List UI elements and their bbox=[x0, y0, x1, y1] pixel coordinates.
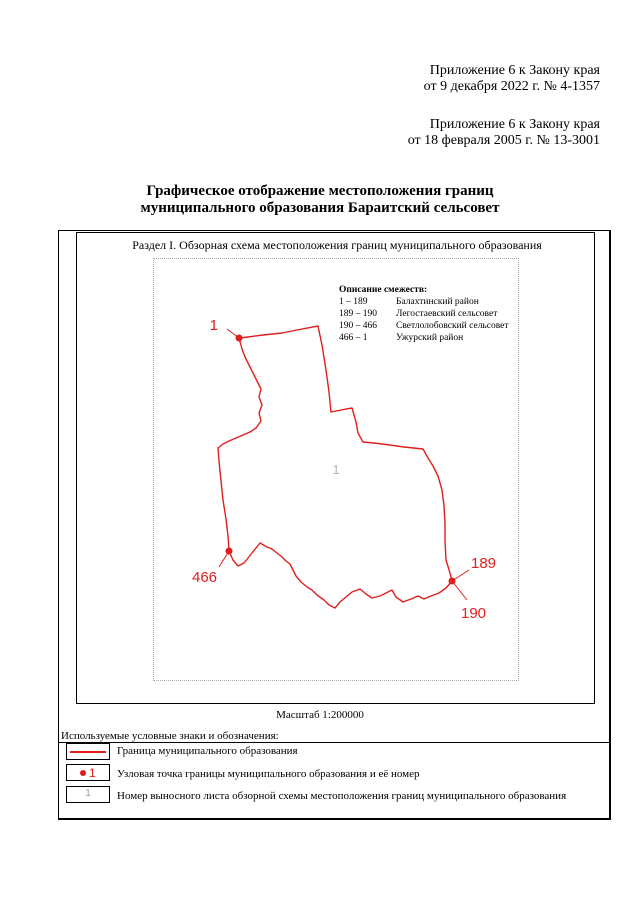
sheet-number-label: 1 bbox=[332, 462, 340, 477]
adjacency-range: 190 – 466 bbox=[339, 321, 377, 331]
adjacency-name: Балахтинский район bbox=[396, 297, 479, 307]
document-title-line1: Графическое отображение местоположения границ bbox=[146, 183, 494, 199]
adjacency-heading: Описание смежеств: bbox=[339, 285, 428, 295]
point-label-190: 190 bbox=[461, 605, 487, 622]
legend-node-label: Узловая точка границы муниципального образования и её номер bbox=[117, 768, 420, 780]
legend-sheet-sample-number: 1 bbox=[85, 788, 91, 799]
section-title: Раздел I. Обзорная схема местоположения границ муниципального образования bbox=[132, 238, 542, 252]
legend-boundary-symbol bbox=[66, 743, 110, 760]
node-1 bbox=[227, 329, 243, 342]
adjacency-range: 466 – 1 bbox=[339, 333, 368, 343]
appendix-2-line2: от 18 февраля 2005 г. № 13-3001 bbox=[407, 133, 600, 148]
legend-sheet-label: Номер выносного листа обзорной схемы местоположения границ муниципального образования bbox=[117, 790, 567, 802]
node-466 bbox=[219, 548, 233, 568]
red-node-point-icon bbox=[80, 770, 86, 776]
adjacency-range: 189 – 190 bbox=[339, 309, 377, 319]
adjacency-range: 1 – 189 bbox=[339, 297, 368, 307]
legend-boundary-label: Граница муниципального образования bbox=[117, 745, 298, 757]
adjacency-description bbox=[339, 285, 509, 343]
appendix-1-line1: Приложение 6 к Закону края bbox=[429, 63, 600, 78]
red-boundary-line-icon bbox=[70, 751, 106, 753]
appendix-1-line2: от 9 декабря 2022 г. № 4-1357 bbox=[423, 79, 600, 94]
legend-divider bbox=[58, 742, 611, 743]
point-label-189: 189 bbox=[471, 555, 497, 572]
map-scale: Масштаб 1:200000 bbox=[276, 709, 364, 721]
legend-title: Используемые условные знаки и обозначения: bbox=[61, 730, 279, 742]
legend-sheet-symbol bbox=[66, 786, 110, 803]
legend-node-symbol bbox=[66, 764, 110, 781]
point-label-466: 466 bbox=[192, 569, 218, 586]
appendix-2-line1: Приложение 6 к Закону края bbox=[429, 117, 600, 132]
legend-node-sample-number: 1 bbox=[89, 766, 96, 780]
node-189-190 bbox=[449, 570, 470, 600]
point-label-1: 1 bbox=[209, 317, 218, 334]
adjacency-name: Светлолобовский сельсовет bbox=[396, 321, 509, 331]
adjacency-name: Легостаевский сельсовет bbox=[396, 309, 498, 319]
adjacency-name: Ужурский район bbox=[396, 333, 464, 343]
document-title-line2: муниципального образования Бараитский сельсовет bbox=[140, 200, 500, 216]
